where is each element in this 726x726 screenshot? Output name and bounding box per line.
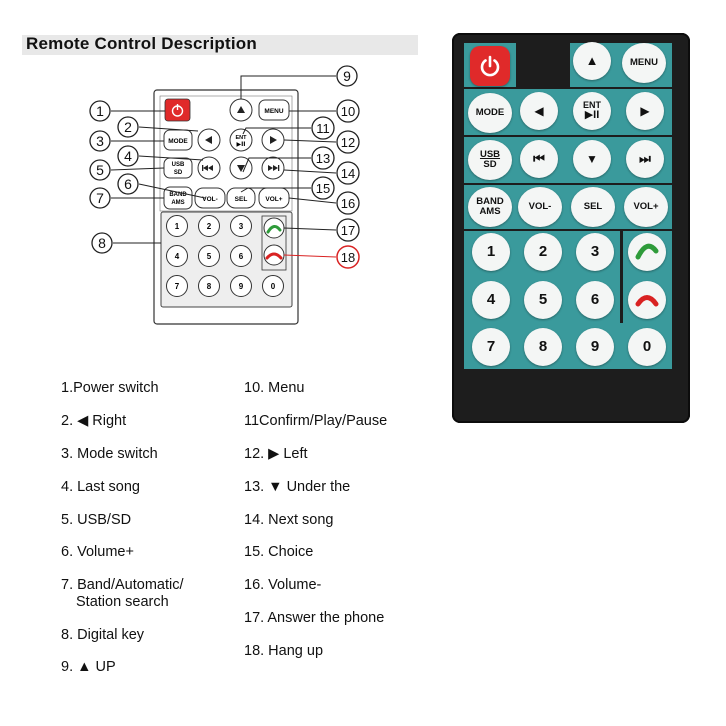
svg-text:18: 18 [340,250,356,265]
svg-text:16: 16 [340,196,356,211]
svg-text:9: 9 [343,68,351,84]
diagram-vol-plus-label: VOL+ [265,196,283,203]
digit-5-button[interactable] [524,281,562,319]
digit-label: 8 [538,338,548,356]
usb-label: USB [479,149,501,161]
digit-label: 2 [538,243,548,261]
svg-text:9: 9 [238,282,244,291]
digit-label: 5 [538,291,548,309]
left-arrow-icon: ◀ [534,103,544,118]
digit-label: 1 [486,243,496,261]
diagram-ent-label: ENT [235,135,247,141]
power-button[interactable] [470,46,510,86]
svg-text:2: 2 [124,119,132,135]
svg-text:10: 10 [340,104,356,119]
legend-item-7-cont: Station search [76,594,169,610]
band-label: BAND [476,196,504,208]
vol-minus-button[interactable] [518,187,562,227]
vol-plus-button[interactable] [624,187,668,227]
previous-song-button[interactable] [520,140,558,178]
legend-item-7: 7. Band/Automatic/ [61,577,184,593]
digit-7-button[interactable] [472,328,510,366]
digit-8-button[interactable] [524,328,562,366]
next-song-button[interactable] [626,140,664,178]
ent-play-pause-button[interactable] [573,92,611,130]
svg-text:8: 8 [206,282,212,291]
right-button[interactable] [626,92,664,130]
hang-up-button[interactable] [628,281,666,319]
svg-text:4: 4 [124,148,132,164]
legend-item-4: 4. Last song [61,479,140,495]
phone-hangup-icon [635,291,659,309]
digit-label: 4 [486,291,496,309]
digit-label: 9 [590,338,600,356]
svg-text:14: 14 [340,166,356,181]
mode-label: MODE [475,107,505,119]
legend-item-11: 11Confirm/Play/Pause [244,413,388,429]
usb-sd-button[interactable] [468,140,512,180]
answer-call-button[interactable] [628,233,666,271]
diagram-menu-label: MENU [264,108,284,115]
ams-label: AMS [479,206,501,217]
power-icon [478,54,502,78]
digit-2-button[interactable] [524,233,562,271]
digit-label: 6 [590,291,600,309]
digit-0-button[interactable] [628,328,666,366]
svg-text:6: 6 [238,252,244,261]
diagram-mode-label: MODE [168,138,188,145]
legend-item-15: 15. Choice [244,544,314,560]
legend-item-9: 9. ▲ UP [61,659,116,675]
digit-1-button[interactable] [472,233,510,271]
diagram-ams-label: AMS [171,200,185,206]
vol-minus-label: VOL- [528,201,552,213]
diagram-vol-minus-label: VOL- [202,196,218,203]
ent-label: ENT [583,99,601,110]
svg-text:11: 11 [316,121,330,136]
legend-item-8: 8. Digital key [61,627,145,643]
legend-item-6: 6. Volume+ [61,544,134,560]
remote-diagram [80,60,380,330]
left-button[interactable] [520,92,558,130]
vol-plus-label: VOL+ [633,201,659,213]
up-arrow-icon: ▲ [585,53,599,69]
svg-text:6: 6 [124,176,132,192]
digit-3-button[interactable] [576,233,614,271]
svg-text:0: 0 [270,282,276,291]
down-arrow-icon: ▼ [586,151,598,166]
legend-item-12: 12. ▶ Left [244,446,308,462]
legend-item-17: 17. Answer the phone [244,610,385,626]
remote-control-photo [452,33,690,423]
mode-button[interactable] [468,93,512,133]
diagram-sd-label: SD [173,170,183,176]
phone-divider [620,231,623,323]
digit-9-button[interactable] [576,328,614,366]
legend-item-5: 5. USB/SD [61,512,132,528]
phone-answer-icon [635,243,659,261]
legend-item-10: 10. Menu [244,380,305,396]
sel-label: SEL [583,201,603,213]
digit-label: 7 [486,338,496,356]
svg-text:5: 5 [206,252,212,261]
svg-text:4: 4 [174,252,180,261]
svg-text:1: 1 [174,222,180,231]
digit-4-button[interactable] [472,281,510,319]
menu-button[interactable] [622,43,666,83]
svg-text:3: 3 [238,222,244,231]
play-pause-icon: ▶II [584,108,600,121]
down-button[interactable] [573,140,611,178]
sd-label: SD [483,159,497,170]
svg-text:2: 2 [206,222,212,231]
up-button[interactable] [573,42,611,80]
menu-label: MENU [630,57,658,69]
legend-item-18: 18. Hang up [244,643,324,659]
legend-item-1: 1.Power switch [61,380,159,396]
legend-item-13: 13. ▼ Under the [244,479,351,495]
svg-text:1: 1 [96,103,104,119]
svg-text:13: 13 [315,151,331,166]
svg-text:3: 3 [96,133,104,149]
svg-text:8: 8 [98,235,106,251]
digit-6-button[interactable] [576,281,614,319]
svg-text:12: 12 [340,135,356,150]
sel-button[interactable] [571,187,615,227]
diagram-sel-label: SEL [234,196,248,203]
svg-text:7: 7 [174,282,180,291]
digit-label: 3 [590,243,600,261]
diagram-usb-label: USB [171,162,185,168]
skip-forward-icon: ⏭ [639,151,651,167]
legend-item-14: 14. Next song [244,512,334,528]
legend-item-3: 3. Mode switch [61,446,158,462]
skip-back-icon: ⏮ [533,151,545,167]
svg-text:7: 7 [96,190,104,206]
svg-text:15: 15 [315,181,331,196]
digit-label: 0 [642,338,652,356]
svg-text:17: 17 [340,223,356,238]
legend-item-2: 2. ◀ Right [61,413,127,429]
band-ams-button[interactable] [468,187,512,227]
page-title: Remote Control Description [26,34,257,53]
right-arrow-icon: ▶ [640,103,650,118]
diagram-play-label: ▶II [236,141,246,148]
legend-item-16: 16. Volume- [244,577,322,593]
svg-text:5: 5 [96,162,104,178]
diagram-band-label: BAND [169,192,187,198]
